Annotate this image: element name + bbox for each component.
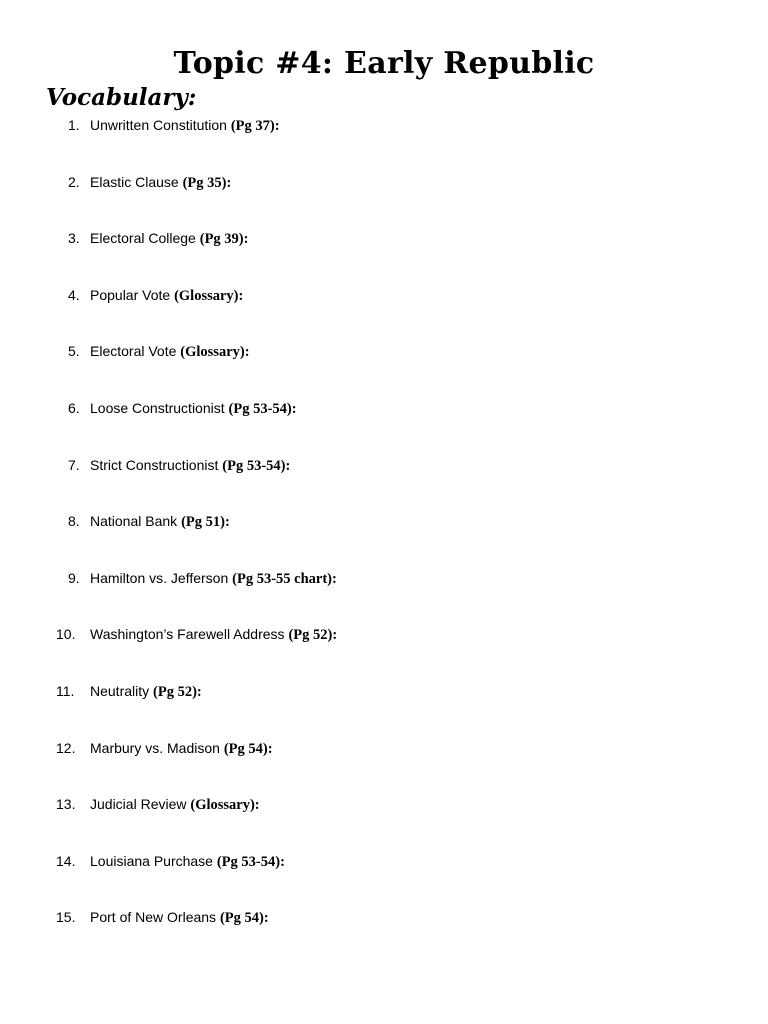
vocab-item-number: 12.: [56, 739, 76, 756]
vocab-item-term-line: [90, 851, 285, 872]
vocab-item-term-line: [90, 738, 273, 759]
vocab-item-page-ref: (Pg 53-55 chart):: [232, 570, 337, 587]
vocab-item-page-ref: (Pg 53-54):: [216, 853, 285, 870]
vocab-item-number: 5.: [68, 343, 80, 360]
vocab-item-term: Elastic Clause: [90, 173, 179, 190]
vocab-item-term: Electoral College: [90, 230, 196, 247]
vocab-item-page-ref: (Pg 52):: [288, 627, 338, 644]
vocab-item-term: Louisiana Purchase: [90, 852, 213, 869]
vocab-item-term: Strict Constructionist: [90, 456, 219, 473]
vocab-item-page-ref: (Pg 39):: [199, 231, 249, 248]
vocab-item-number: 14.: [56, 852, 76, 869]
vocab-item-number: 3.: [68, 230, 80, 247]
vocab-item-page-ref: (Pg 53-54):: [222, 457, 291, 474]
vocab-item-page-ref: (Pg 35):: [182, 174, 232, 191]
vocab-item-term-line: [90, 794, 260, 815]
vocab-item-term-line: [90, 172, 231, 193]
vocab-item-term: Hamilton vs. Jefferson: [90, 569, 229, 586]
vocab-item-number: 6.: [68, 399, 80, 416]
vocab-item-term: Neutrality: [90, 682, 150, 699]
vocab-item-term-line: [90, 115, 280, 136]
vocab-item-term-line: [90, 624, 337, 645]
vocab-item-term: National Bank: [90, 513, 178, 530]
vocab-item-number: 7.: [68, 456, 80, 473]
vocab-item-term: Electoral Vote: [90, 343, 177, 360]
vocab-item-term-line: [90, 681, 202, 702]
vocab-item-number: 15.: [56, 909, 76, 926]
vocab-item-page-ref: (Glossary):: [174, 287, 244, 304]
vocab-item-term-line: [90, 228, 248, 249]
vocab-item-page-ref: (Pg 54):: [223, 740, 273, 757]
vocab-item-term-line: [90, 511, 230, 532]
vocab-item-page-ref: (Glossary):: [190, 797, 260, 814]
vocab-item-term: Washington’s Farewell Address: [90, 626, 285, 643]
vocab-item-term-line: [90, 285, 243, 306]
vocab-item-term-line: [90, 907, 269, 928]
vocab-item-term: Port of New Orleans: [90, 909, 217, 926]
page-title: Topic #4: Early Republic: [173, 46, 595, 81]
vocab-item-page-ref: (Glossary):: [180, 344, 250, 361]
vocab-item-page-ref: (Pg 52):: [153, 683, 202, 700]
vocab-item-term: Judicial Review: [90, 796, 187, 813]
vocab-item-term-line: [90, 398, 297, 419]
vocab-item-term: Popular Vote: [90, 286, 175, 303]
vocab-item-number: 4.: [68, 286, 80, 303]
vocab-item-number: 13.: [56, 796, 76, 813]
vocab-item-term: Marbury vs. Madison: [90, 739, 220, 756]
vocab-item-page-ref: (Pg 54):: [219, 910, 269, 927]
vocab-item-number: 8.: [68, 513, 80, 530]
vocab-item-number: 10.: [56, 626, 76, 643]
vocab-item-number: 1.: [68, 117, 80, 133]
vocab-item-term: Loose Constructionist: [90, 399, 225, 416]
section-heading-vocabulary: Vocabulary:: [46, 84, 197, 111]
vocab-item-term: Unwritten Constitution: [90, 117, 227, 133]
vocab-item-term-line: [90, 455, 290, 476]
vocab-item-term-line: [90, 341, 250, 362]
vocab-item-term-line: [90, 568, 337, 589]
vocab-item-page-ref: (Pg 37):: [230, 118, 280, 134]
vocab-item-number: 2.: [68, 173, 80, 190]
vocab-item-page-ref: (Pg 51):: [181, 514, 230, 531]
vocab-item-number: 11.: [56, 682, 75, 699]
vocab-item-number: 9.: [68, 569, 80, 586]
vocab-item-page-ref: (Pg 53-54):: [228, 400, 297, 417]
